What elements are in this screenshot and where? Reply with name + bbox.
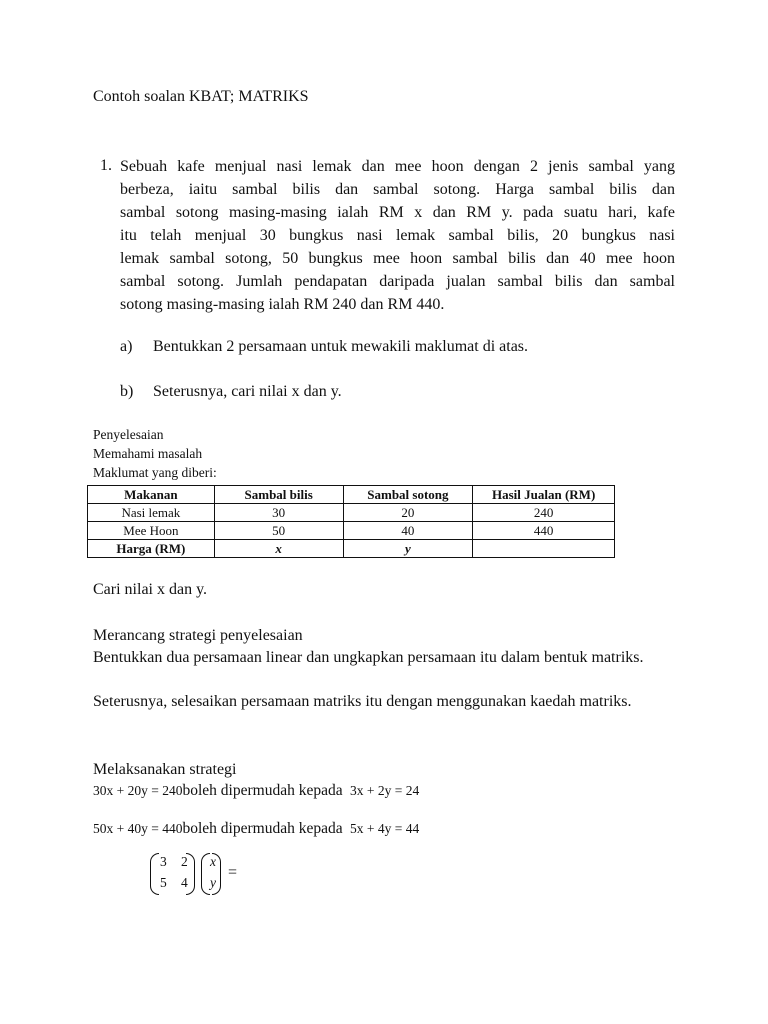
table-header: Hasil Jualan (RM) [473,486,615,504]
table-header: Sambal sotong [343,486,473,504]
table-cell: y [343,540,473,558]
equals-sign: = [228,864,238,881]
table-header-row [88,486,615,504]
given-info-label: Maklumat yang diberi: [93,465,217,480]
part-b-text: Seterusnya, cari nilai x dan y. [153,383,342,400]
step-understand: Memahami masalah [93,446,203,461]
matrix-cell: 2 [181,854,188,869]
matrix-cell: 3 [160,854,167,869]
equation-1-text: boleh dipermudah kepada [182,782,343,799]
table-cell: 440 [473,522,615,540]
strategy-title: Merancang strategi penyelesaian [93,627,303,644]
question-line: lemak sambal sotong, 50 bungkus mee hoon sambal bilis dan 40 mee hoon [120,250,675,267]
table-cell: 30 [214,504,343,522]
table-cell: Mee Hoon [88,522,215,540]
matrix-bracket-left [150,853,159,895]
question-line: Sebuah kafe menjual nasi lemak dan mee hoon dengan 2 jenis sambal yang [120,158,675,175]
equation-2 [93,820,419,838]
question-text [120,155,675,316]
part-b-label: b) [120,383,134,400]
matrix-cell: 5 [160,875,167,890]
table-row [88,522,615,540]
equation-1-rhs: 3x + 2y = 24 [349,783,420,798]
equation-1-lhs: 30x + 20y = 240 [93,783,183,798]
table-cell: 50 [214,522,343,540]
vector-cell: x [210,854,216,869]
strategy-line-2: Seterusnya, selesaikan persamaan matriks itu dengan menggunakan kaedah matriks. [93,693,632,710]
question-line: itu telah menjual 30 bungkus nasi lemak sambal bilis, 20 bungkus nasi [120,227,675,244]
matrix-bracket-right [186,853,195,895]
equation-1 [93,782,419,800]
table-cell [473,540,615,558]
question-line: sambal sotong. Jumlah pendapatan daripada jualan sambal bilis dan sambal [120,273,675,290]
table-cell: 40 [343,522,473,540]
table-header: Makanan [88,486,215,504]
info-table [87,485,615,558]
table-cell: 20 [343,504,473,522]
find-values-text: Cari nilai x dan y. [93,581,208,598]
document-heading: Contoh soalan KBAT; MATRIKS [93,88,309,105]
part-a-text: Bentukkan 2 persamaan untuk mewakili maklumat di atas. [153,338,529,355]
equation-2-rhs: 5x + 4y = 44 [349,821,420,836]
vector-bracket-left [201,853,210,895]
table-cell: Nasi lemak [88,504,215,522]
part-a-label: a) [120,338,133,355]
strategy-line-1: Bentukkan dua persamaan linear dan ungkapkan persamaan itu dalam bentuk matriks. [93,649,644,666]
table-cell: x [214,540,343,558]
question-line: sambal sotong masing-masing ialah RM x dan RM y. pada suatu hari, kafe [120,204,675,221]
question-number: 1. [100,157,112,174]
vector-cell: y [210,875,216,890]
table-cell: Harga (RM) [88,540,215,558]
table-row [88,504,615,522]
question-line: berbeza, iaitu sambal bilis dan sambal sotong. Harga sambal bilis dan [120,181,675,198]
table-header: Sambal bilis [214,486,343,504]
equation-2-text: boleh dipermudah kepada [182,820,343,837]
execute-title: Melaksanakan strategi [93,761,237,778]
equation-2-lhs: 50x + 40y = 440 [93,821,183,836]
question-line: sotong masing-masing ialah RM 240 dan RM 440. [120,296,445,313]
table-cell: 240 [473,504,615,522]
matrix-cell: 4 [181,875,188,890]
solution-title: Penyelesaian [93,427,164,442]
vector-bracket-right [212,853,221,895]
table-row [88,540,615,558]
